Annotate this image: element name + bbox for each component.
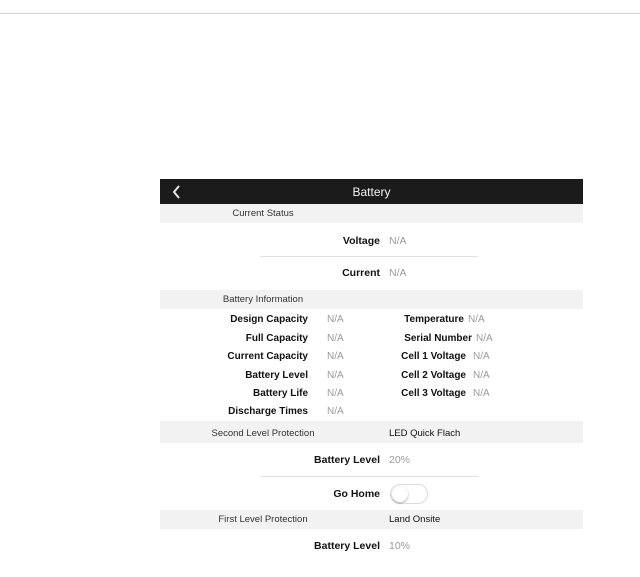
- full-capacity-value: N/A: [327, 333, 344, 344]
- battery-screen: [160, 179, 583, 577]
- toggle-knob: [392, 486, 408, 502]
- page-top-rule: [0, 13, 640, 14]
- go-home-label: Go Home: [333, 488, 380, 500]
- first-level-battery-value[interactable]: 10%: [389, 540, 411, 552]
- battery-level-label: Battery Level: [245, 370, 308, 381]
- current-label: Current: [342, 267, 380, 279]
- second-level-battery-label: Battery Level: [314, 454, 380, 466]
- second-level-protection-block: [160, 443, 583, 510]
- cell-2-voltage-value: N/A: [473, 370, 490, 381]
- battery-information-block: [160, 309, 583, 421]
- section-title: Current Status: [232, 208, 294, 219]
- current-capacity-label: Current Capacity: [227, 351, 308, 362]
- first-level-action[interactable]: Land Onsite: [389, 514, 441, 525]
- cell-3-voltage-value: N/A: [473, 388, 490, 399]
- section-title: Battery Information: [222, 294, 304, 305]
- temperature-label: Temperature: [404, 314, 464, 325]
- section-header-second-level-protection: [160, 427, 583, 441]
- separator: [260, 256, 478, 257]
- cell-1-voltage-value: N/A: [473, 351, 490, 362]
- temperature-value: N/A: [468, 314, 485, 325]
- discharge-times-label: Discharge Times: [228, 406, 308, 417]
- battery-life-value: N/A: [327, 388, 344, 399]
- design-capacity-label: Design Capacity: [230, 314, 308, 325]
- serial-number-label: Serial Number: [404, 333, 472, 344]
- separator: [260, 476, 478, 477]
- cell-2-voltage-label: Cell 2 Voltage: [401, 370, 466, 381]
- current-capacity-value: N/A: [327, 351, 344, 362]
- section-header-first-level-protection: [160, 513, 583, 527]
- current-value: N/A: [389, 267, 407, 279]
- battery-life-label: Battery Life: [252, 388, 308, 399]
- serial-number-value: N/A: [476, 333, 493, 344]
- current-status-block: [160, 223, 583, 290]
- second-level-action[interactable]: LED Quick Flach: [389, 428, 461, 439]
- section-header-current-status: [160, 207, 583, 221]
- nav-bar: [160, 179, 583, 204]
- voltage-value: N/A: [389, 235, 407, 247]
- voltage-label: Voltage: [342, 235, 380, 247]
- cell-1-voltage-label: Cell 1 Voltage: [401, 351, 466, 362]
- section-title: Second Level Protection: [211, 428, 315, 439]
- battery-level-value: N/A: [327, 370, 344, 381]
- first-level-protection-block: [160, 529, 583, 577]
- first-level-battery-label: Battery Level: [314, 540, 380, 552]
- cell-3-voltage-label: Cell 3 Voltage: [401, 388, 466, 399]
- second-level-battery-value[interactable]: 20%: [389, 454, 411, 466]
- section-title: First Level Protection: [218, 514, 308, 525]
- section-header-battery-information: [160, 293, 583, 307]
- design-capacity-value: N/A: [327, 314, 344, 325]
- discharge-times-value: N/A: [327, 406, 344, 417]
- go-home-toggle[interactable]: [390, 484, 428, 504]
- full-capacity-label: Full Capacity: [245, 333, 308, 344]
- page-title: Battery: [352, 185, 391, 199]
